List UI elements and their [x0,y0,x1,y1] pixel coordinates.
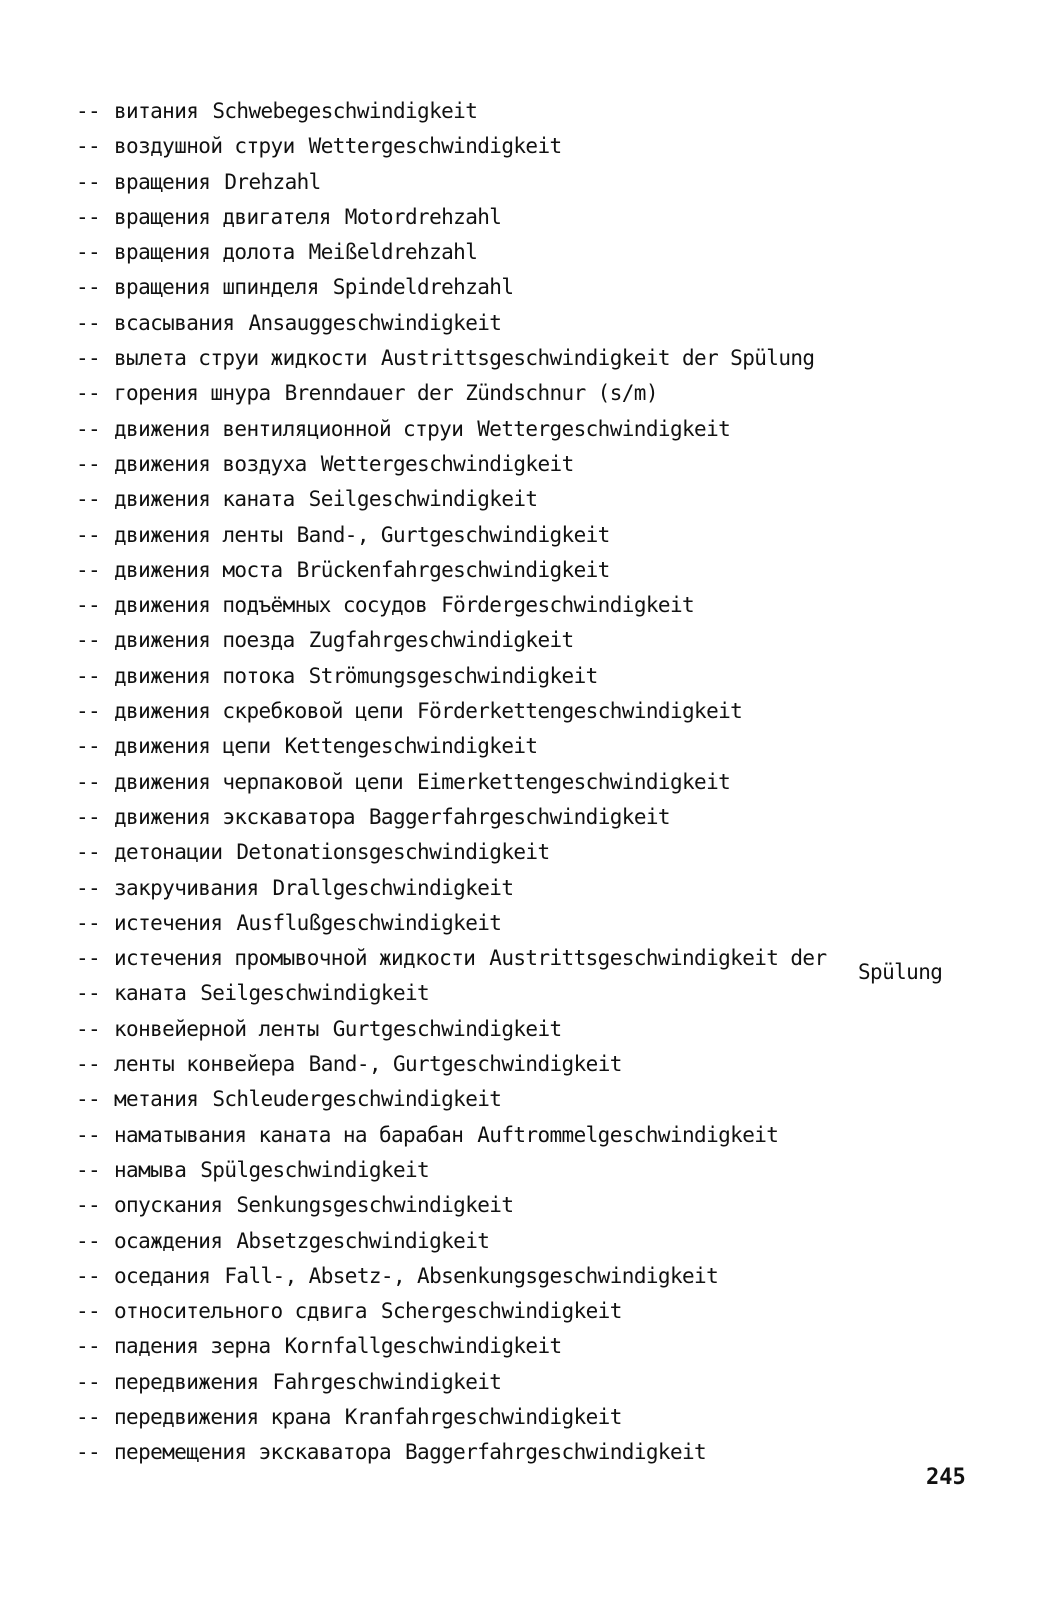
dictionary-entry [76,200,1036,235]
entry-dash: -- [76,1052,101,1077]
dictionary-entry [76,871,1036,906]
entry-russian-term: движения воздуха [114,451,307,476]
entry-german-term: Austrittsgeschwindigkeit der [489,946,827,971]
entry-german-term: Strömungsgeschwindigkeit [308,663,598,688]
dictionary-entry [76,412,1036,447]
entry-dash: -- [76,910,101,935]
entry-russian-term: намыва [114,1157,187,1182]
entry-russian-term: движения потока [114,663,295,688]
entry-dash: -- [76,1440,101,1465]
entry-dash: -- [76,240,101,265]
entry-german-term: Schergeschwindigkeit [380,1299,622,1324]
entry-russian-term: истечения промывочной жидкости [114,946,476,971]
entry-russian-term: всасывания [114,310,235,335]
entry-dash: -- [76,99,101,123]
entry-dash: -- [76,1369,101,1394]
entry-dash: -- [76,875,101,900]
entry-dash: -- [76,134,101,159]
dictionary-entry [76,729,1036,764]
entry-german-term: Spülgeschwindigkeit [200,1157,430,1182]
entry-russian-term: вращения долота [114,240,295,265]
entry-russian-term: движения каната [114,487,295,512]
entry-dash: -- [76,804,101,829]
entry-german-term: Förderkettengeschwindigkeit [417,699,743,724]
entry-german-term: Fördergeschwindigkeit [441,593,695,618]
entry-russian-term: опускания [114,1193,223,1218]
dictionary-entry [76,1118,1036,1153]
entry-russian-term: воздушной струи [114,134,295,159]
entry-german-term: Gurtgeschwindigkeit [332,1016,562,1041]
entry-german-term: Meißeldrehzahl [308,240,478,265]
entry-german-term: Austrittsgeschwindigkeit der Spülung [380,346,815,371]
entry-dash: -- [76,522,101,547]
entry-german-term: Fall-, Absetz-, Absenkungsgeschwindigkeit [224,1263,719,1288]
dictionary-entry [76,376,1036,411]
entry-russian-term: относительного сдвига [114,1299,367,1324]
entry-german-term: Ausflußgeschwindigkeit [236,910,502,935]
entry-dash: -- [76,1122,101,1147]
entry-dash: -- [76,487,101,512]
dictionary-entry [76,235,1036,270]
entry-russian-term: оседания [114,1263,211,1288]
dictionary-entry [76,623,1036,658]
entry-german-term: Fahrgeschwindigkeit [272,1369,502,1394]
entry-dash: -- [76,1193,101,1218]
entry-german-term: Drehzahl [224,169,321,194]
entry-russian-term: осаждения [114,1228,223,1253]
entry-dash: -- [76,381,101,406]
entry-russian-term: витания [114,99,199,123]
entry-russian-term: падения зерна [114,1334,271,1359]
dictionary-entry [76,1435,1036,1470]
dictionary-entry [76,1329,1036,1364]
entry-german-term: Brückenfahrgeschwindigkeit [296,557,610,582]
entry-dash: -- [76,275,101,300]
entry-dash: -- [76,346,101,371]
dictionary-entry [76,765,1036,800]
entry-german-term: Eimerkettengeschwindigkeit [417,769,731,794]
entry-russian-term: истечения [114,910,223,935]
entry-russian-term: закручивания [114,875,259,900]
entry-continuation: Spülung [858,960,943,984]
entry-german-term: Spindeldrehzahl [332,275,514,300]
entry-german-term: Baggerfahrgeschwindigkeit [368,804,670,829]
entry-russian-term: движения моста [114,557,283,582]
entry-german-term: Baggerfahrgeschwindigkeit [405,1440,707,1465]
page-number: 245 [926,1465,966,1490]
entry-german-term: Kornfallgeschwindigkeit [284,1334,562,1359]
dictionary-entry [76,1047,1036,1082]
dictionary-entry [76,1224,1036,1259]
dictionary-entry [76,906,1036,941]
dictionary-entry [76,447,1036,482]
entry-german-term: Drallgeschwindigkeit [272,875,514,900]
entry-russian-term: конвейерной ленты [114,1016,319,1041]
entry-russian-term: движения цепи [114,734,271,759]
entry-german-term: Seilgeschwindigkeit [200,981,430,1006]
entry-german-term: Brenndauer der Zündschnur (s/m) [284,381,658,406]
entry-russian-term: вылета струи жидкости [114,346,367,371]
entry-german-term: Band-, Gurtgeschwindigkeit [308,1052,622,1077]
entry-dash: -- [76,169,101,194]
entry-german-term: Kranfahrgeschwindigkeit [344,1404,622,1429]
entry-russian-term: каната [114,981,187,1006]
entry-russian-term: перемещения экскаватора [114,1440,391,1465]
entry-dash: -- [76,557,101,582]
entry-dash: -- [76,1016,101,1041]
entry-dash: -- [76,840,101,865]
entry-german-term: Motordrehzahl [344,204,502,229]
dictionary-entry [76,1188,1036,1223]
entry-russian-term: метания [114,1087,199,1112]
entry-german-term: Wettergeschwindigkeit [308,134,562,159]
entry-german-term: Zugfahrgeschwindigkeit [308,628,574,653]
entry-german-term: Wettergeschwindigkeit [320,451,574,476]
dictionary-entry [76,659,1036,694]
entry-list [76,94,1036,1471]
dictionary-entry [76,694,1036,729]
dictionary-entry [76,341,1036,376]
entry-russian-term: передвижения крана [114,1404,331,1429]
dictionary-entry [76,1259,1036,1294]
dictionary-entry [76,270,1036,305]
entry-dash: -- [76,1087,101,1112]
entry-russian-term: движения экскаватора [114,804,355,829]
entry-dash: -- [76,204,101,229]
entry-dash: -- [76,1334,101,1359]
entry-german-term: Absetzgeschwindigkeit [236,1228,490,1253]
dictionary-entry [76,129,1036,164]
entry-dash: -- [76,981,101,1006]
entry-dash: -- [76,1299,101,1324]
entry-dash: -- [76,593,101,618]
entry-german-term: Band-, Gurtgeschwindigkeit [296,522,610,547]
entry-russian-term: детонации [114,840,223,865]
entry-russian-term: движения подъёмных сосудов [114,593,428,618]
entry-russian-term: движения скребковой цепи [114,699,404,724]
entry-dash: -- [76,1404,101,1429]
dictionary-entry [76,588,1036,623]
dictionary-entry [76,1365,1036,1400]
entry-russian-term: движения черпаковой цепи [114,769,404,794]
dictionary-entry [76,94,1036,129]
entry-german-term: Ansauggeschwindigkeit [248,310,502,335]
entry-german-term: Schleudergeschwindigkeit [212,1087,502,1112]
entry-russian-term: вращения шпинделя [114,275,319,300]
entry-russian-term: движения ленты [114,522,283,547]
dictionary-entry [76,553,1036,588]
entry-dash: -- [76,451,101,476]
dictionary-entry [76,518,1036,553]
entry-russian-term: движения вентиляционной струи [114,416,464,441]
dictionary-entry [76,1153,1036,1188]
entry-dash: -- [76,628,101,653]
dictionary-entry [76,306,1036,341]
entry-german-term: Schwebegeschwindigkeit [212,99,478,123]
entry-russian-term: передвижения [114,1369,259,1394]
entry-dash: -- [76,769,101,794]
entry-russian-term: горения шнура [114,381,271,406]
entry-dash: -- [76,1157,101,1182]
dictionary-entry [76,800,1036,835]
dictionary-entry [76,482,1036,517]
dictionary-entry [76,1400,1036,1435]
entry-dash: -- [76,416,101,441]
dictionary-entry [76,1294,1036,1329]
entry-german-term: Senkungsgeschwindigkeit [236,1193,514,1218]
entry-russian-term: движения поезда [114,628,295,653]
entry-german-term: Seilgeschwindigkeit [308,487,538,512]
dictionary-entry [76,165,1036,200]
entry-dash: -- [76,1228,101,1253]
dictionary-entry [76,835,1036,870]
entry-dash: -- [76,663,101,688]
entry-russian-term: вращения двигателя [114,204,331,229]
entry-dash: -- [76,310,101,335]
entry-dash: -- [76,1263,101,1288]
entry-german-term: Auftrommelgeschwindigkeit [477,1122,779,1147]
entry-dash: -- [76,699,101,724]
entry-russian-term: ленты конвейера [114,1052,295,1077]
entry-dash: -- [76,734,101,759]
entry-russian-term: вращения [114,169,211,194]
entry-russian-term: наматывания каната на барабан [114,1122,464,1147]
dictionary-entry [76,1082,1036,1117]
entry-german-term: Kettengeschwindigkeit [284,734,538,759]
dictionary-entry [76,1012,1036,1047]
entry-german-term: Wettergeschwindigkeit [477,416,731,441]
entry-german-term: Detonationsgeschwindigkeit [236,840,550,865]
entry-dash: -- [76,946,101,971]
